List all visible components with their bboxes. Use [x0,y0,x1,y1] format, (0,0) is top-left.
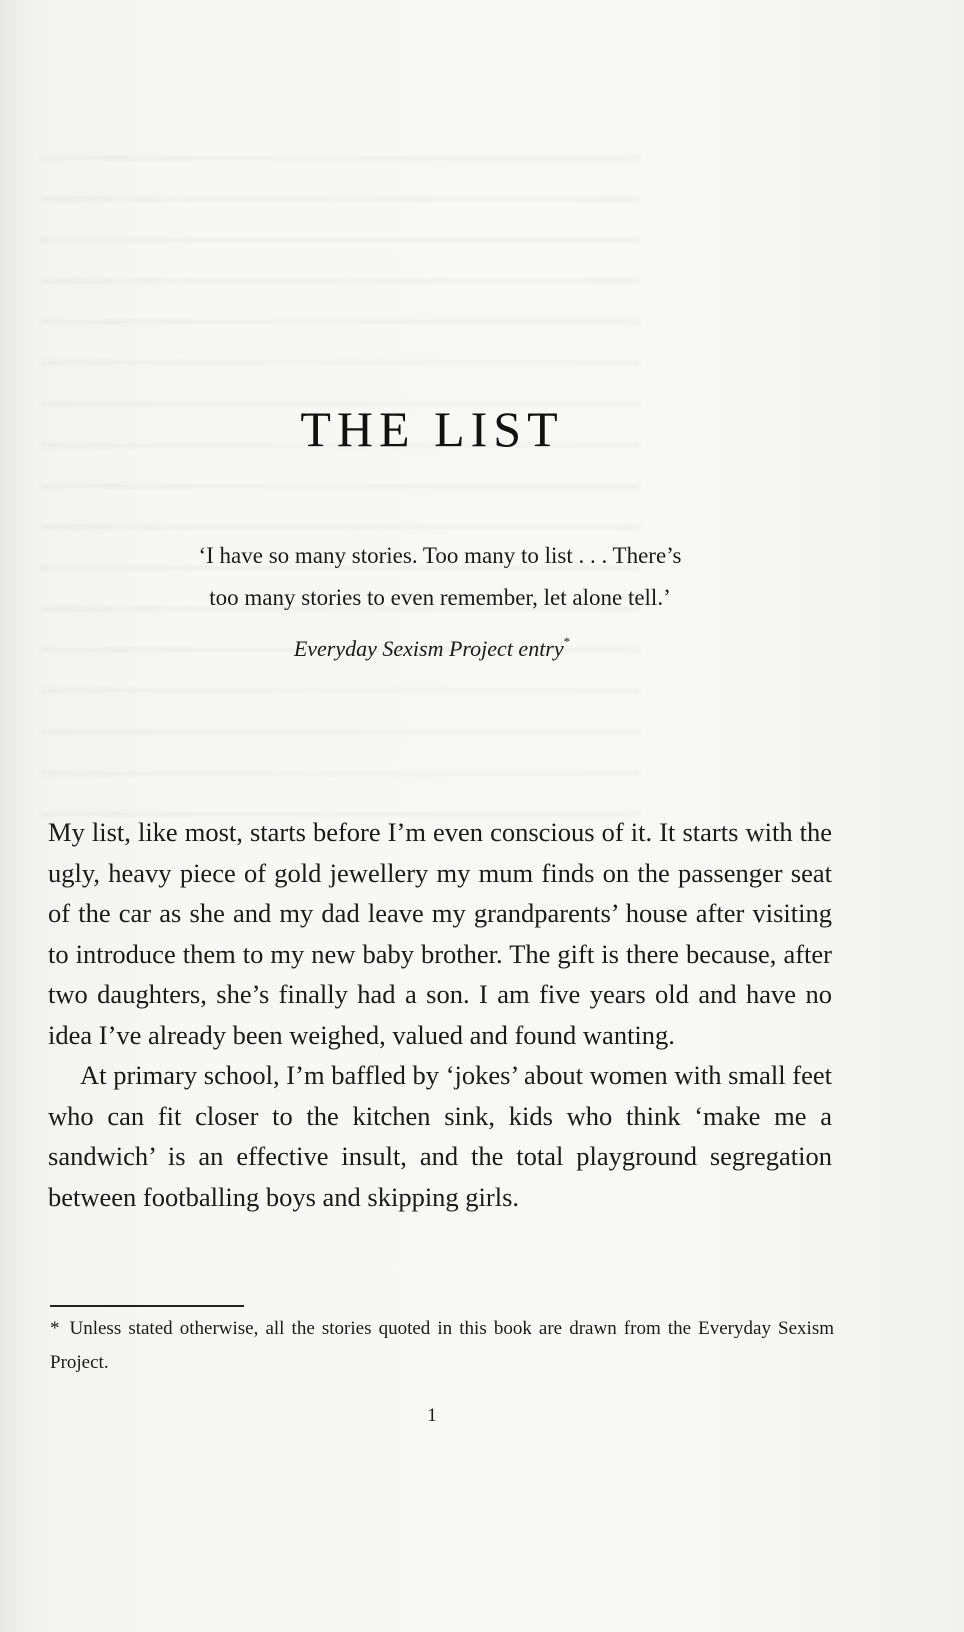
epigraph-line: too many stories to even remember, let alone tell.’ [209,585,671,610]
footnote-marker: * [50,1318,60,1339]
page-number: 1 [427,1405,437,1426]
footnote-divider [50,1305,244,1307]
paragraph: My list, like most, starts before I’m even conscious of it. It starts with the ugly, heavy piece of gold jewellery my mum finds on the passenger seat of the car as she and my dad leave my grandparents’ house after visiting to introduce them to my new baby brother. The gift is there because, after two daughters, she’s finally had a son. I am five years old and have no idea I’ve already been weighed, valued and found wanting. [48,817,832,1050]
epigraph-line: ‘I have so many stories. Too many to list . . . There’s [198,543,682,568]
footnote-reference: * [563,634,571,649]
epigraph [0,535,880,619]
footnote-text: Unless stated otherwise, all the stories quoted in this book are drawn from the Everyday Sexism Project. [50,1318,834,1373]
bleed-through-text [40,130,640,830]
body-text [48,812,832,1217]
chapter-title: THE LIST [300,401,564,457]
paragraph: At primary school, I’m baffled by ‘jokes’ about women with small feet who can fit closer to the kitchen sink, kids who think ‘make me a sandwich’ is an effective insult, and the total playground segregation between footballing boys and skipping girls. [48,1060,832,1212]
attribution-source: Everyday Sexism Project entry [293,636,564,661]
epigraph-attribution [0,636,864,662]
footnote [50,1312,834,1380]
